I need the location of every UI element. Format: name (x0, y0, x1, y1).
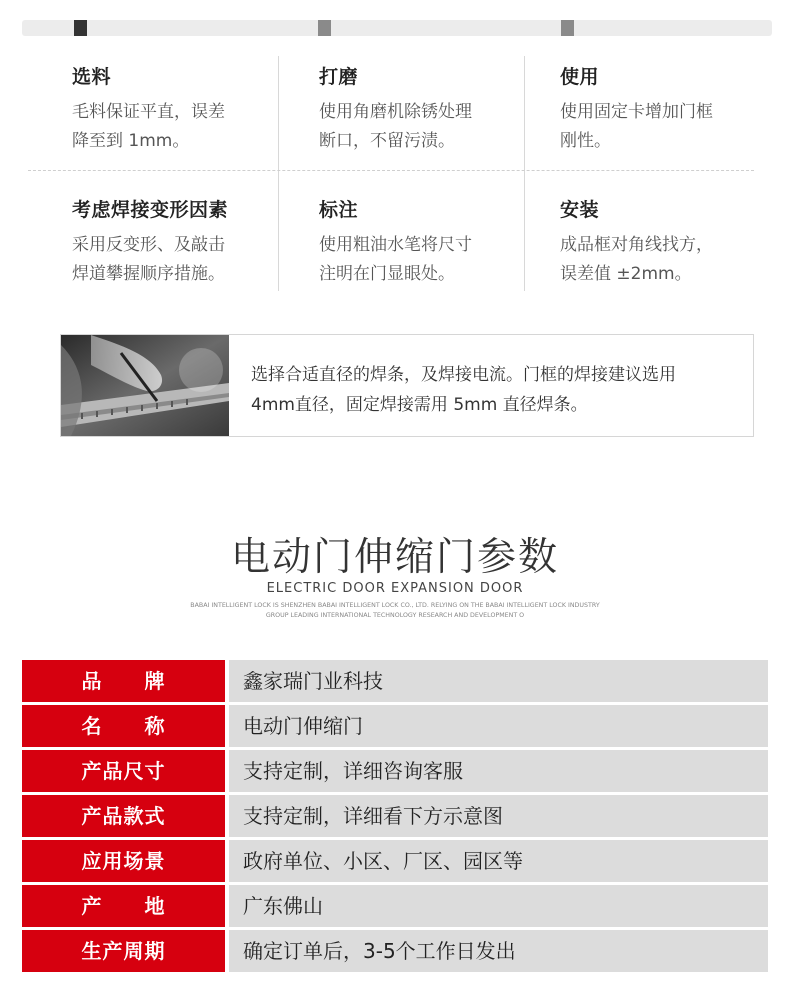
step-title: 考虑焊接变形因素 (72, 199, 229, 221)
process-step-welding-deformation (72, 197, 312, 289)
top-decorative-bar (22, 20, 772, 36)
step-desc-line: 焊道攀握顺序措施。 (72, 264, 225, 284)
bar-marker (318, 20, 331, 36)
small-text-line: GROUP LEADING INTERNATIONAL TECHNOLOGY RESEARCH AND DEVELOPMENT O (265, 612, 525, 619)
welding-tip-text (251, 360, 741, 420)
param-key: 名 称 (22, 705, 225, 747)
param-value: 支持定制，详细看下方示意图 (229, 795, 768, 837)
welding-tip-box (60, 334, 754, 437)
table-row (22, 795, 768, 837)
process-step-marking (319, 197, 559, 289)
table-row (22, 930, 768, 972)
process-step-selection (72, 64, 312, 156)
tip-line: 选择合适直径的焊条，及焊接电流。门框的焊接建议选用 (251, 365, 676, 385)
param-value: 政府单位、小区、厂区、园区等 (229, 840, 768, 882)
table-row (22, 660, 768, 702)
param-value: 确定订单后，3-5个工作日发出 (229, 930, 768, 972)
step-desc-line: 刚性。 (560, 131, 611, 151)
step-description (319, 231, 559, 289)
param-key: 产品尺寸 (22, 750, 225, 792)
param-key: 产 地 (22, 885, 225, 927)
step-description (319, 98, 559, 156)
step-description (72, 231, 312, 289)
step-desc-line: 使用粗油水笔将尺寸 (319, 235, 472, 255)
step-desc-line: 降至到 1mm。 (72, 131, 190, 151)
bar-marker-active (74, 20, 87, 36)
step-title: 选料 (72, 66, 112, 88)
step-desc-line: 使用角磨机除锈处理 (319, 102, 472, 122)
param-key: 生产周期 (22, 930, 225, 972)
small-text-line: BABAI INTELLIGENT LOCK IS SHENZHEN BABAI INTELLIGENT LOCK CO., LTD. RELYING ON THE BABAI INTELLIGENT LOCK INDUSTRY (190, 602, 600, 609)
step-title: 使用 (560, 66, 600, 88)
table-row (22, 885, 768, 927)
process-step-grinding (319, 64, 559, 156)
step-desc-line: 使用固定卡增加门框 (560, 102, 713, 122)
step-title: 标注 (319, 199, 359, 221)
table-row (22, 840, 768, 882)
process-step-usage (560, 64, 790, 156)
step-desc-line: 采用反变形、及敲击 (72, 235, 225, 255)
step-desc-line: 注明在门显眼处。 (319, 264, 455, 284)
step-description (72, 98, 312, 156)
table-row (22, 705, 768, 747)
param-key: 产品款式 (22, 795, 225, 837)
step-description (560, 98, 790, 156)
step-desc-line: 毛料保证平直，误差 (72, 102, 225, 122)
step-desc-line: 断口，不留污渍。 (319, 131, 455, 151)
param-value: 电动门伸缩门 (229, 705, 768, 747)
tip-line: 4mm直径，固定焊接需用 5mm 直径焊条。 (251, 395, 588, 415)
param-key: 品 牌 (22, 660, 225, 702)
row-divider (28, 170, 754, 171)
table-row (22, 750, 768, 792)
step-description (560, 231, 790, 289)
params-title: 电动门伸缩门参数 (230, 535, 559, 580)
bar-marker (561, 20, 574, 36)
step-desc-line: 误差值 ±2mm。 (560, 264, 692, 284)
param-key: 应用场景 (22, 840, 225, 882)
step-title: 安装 (560, 199, 600, 221)
welding-photo (61, 335, 229, 436)
step-desc-line: 成品框对角线找方， (560, 235, 713, 255)
param-value: 广东佛山 (229, 885, 768, 927)
param-value: 支持定制，详细咨询客服 (229, 750, 768, 792)
params-small-text (150, 601, 640, 621)
params-subtitle: ELECTRIC DOOR EXPANSION DOOR (266, 581, 524, 596)
process-step-installation (560, 197, 790, 289)
param-value: 鑫家瑞门业科技 (229, 660, 768, 702)
step-title: 打磨 (319, 66, 359, 88)
